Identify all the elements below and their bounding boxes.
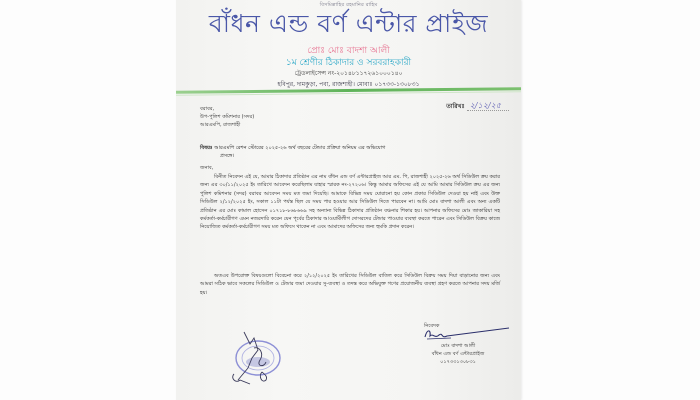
subject-line <box>200 144 500 160</box>
addressee-line: আরএমপি, রাজশাহী <box>200 122 241 128</box>
signatory-phone: ০১৭৩৩১৩০৮৩১ <box>440 359 476 365</box>
date-label: তারিখঃ <box>446 103 465 110</box>
official-seal-stamp <box>224 328 284 388</box>
signature-block <box>408 322 508 366</box>
body-paragraph: অতএব উপরোক্ত বিষয়গুলো বিবেচনা করে ২/১২/২০২৫ ইং তারিখের সিডিউল বাতিল করে সিডিউল বিক্রয় সময় দিয়া বাড়ানোর জন্য এবং আমরা সঠিক ভাবে সকলের সিডিউল ও টেন্ডার জমা দেওয়ার সু-ব্যবস্থা ও তদন্ত করে অভিযুক্ত গণের প্রয়োজনীয় ব্যবস্থা গ্রহণ করতে আপনার সদয় মর্জি হয়। <box>200 273 500 296</box>
letterhead-tagline: বিসমিল্লাহির রহমানির রাহিম <box>319 2 378 8</box>
addressee-line: বরাবর, <box>200 106 215 112</box>
date-row <box>446 100 509 113</box>
subject-text: আরএমপি রেশন স্টোরের ২০২৫-২৬ অর্থ বছরের টেন্ডার প্রক্রিয়া অনিয়ম এর অভিযোগ <box>214 145 386 151</box>
signatory-company: বাঁধন এন্ড বর্ণ এন্টারপ্রাইজ <box>431 351 485 357</box>
trade-license: ট্রেডলাইসেন্স নং-২০১৪৮১১৭২৬১০০০১৪০ <box>294 70 403 77</box>
salutation: জনাব, <box>200 165 214 171</box>
addressee-line: উপ-পুলিশ কমিশনার (সদর) <box>200 114 255 120</box>
body-paragraph: বিনীত নিবেদন এই যে, আমার ঠিকাদার প্রতিষ্ঠান এর নাম বাঁধন এন্ড বর্ণ এন্টারপ্রাইজ আর এম. পি, রাজশাহী ২০২৫-২৬ অর্থ সিডিউল ক্রয় করার জন্য এর ৩০/১১/২০২৫ ইং তারিখে আবেদন করেছিলাম যাহার স্মারক নং-২৭২০৬। কিন্তু আমার অফিসের এই যে আমি আমার সিডিউল ক্রয় এর জন্য পুলিশ কমিশনার (সদর) বরাবর আবেদন সময় মত জমা দিয়েছি। আমাকে বিভিন্ন সময় ঘোরানো হয় কোন প্রকার সিডিউল দেওয়া হয় নাই এবং উক্ত সিডিউল ২/১২/২০২৫ ইং, সকাল ১১টা পর্যন্ত ছিল যে সময় পার হওয়ার আর সিডিউল দিতে পারবেন না। আমি মোঃ বাদশা আলী এবং অন্য একটি প্রতিষ্ঠান এর মোঃ কামাল হোসেন ০১৭১৮-৮৬৮৬৬৯ সহ অন্যান্য বিভিন্ন ঠিকাদার প্রতিষ্ঠান বঞ্চনার শিকার হয়। আপনার অফিসের মোঃ জাকারিয়া সহ কর্মকর্তা-কর্মচারীগণ এমন নজরদারি করেন যেন পূর্বের ঠিকাদার আওয়ামীলীগ দোসরদের টেন্ডার পাওয়ার ব্যবস্থা করতে পারেন এবং সিডিউল বিক্রয় কাজে নিয়োজিত কর্মকর্তা-কর্মচারীগণ সময় মত অফিসে থাকেন না এবং আমাদের অফিসের জন্য হুমকি প্রদান করেন। <box>200 174 500 231</box>
signatory-role: নিবেদক <box>424 323 440 329</box>
letter-page <box>176 0 521 400</box>
date-value: ২/১২/২৫ <box>467 101 509 111</box>
company-address: হবিপুর, দামকুড়া, পবা, রাজশাহী। মোবাঃ ০১৭৩৩-১৩০৮৩১ <box>277 81 420 88</box>
addressee-block <box>200 105 254 129</box>
proprietor-name: প্রোঃ মোঃ বাদশা আলী <box>307 46 390 56</box>
signatory-name: মোঃ বাদশা আলী <box>440 343 476 349</box>
company-name: বাঁধন এন্ড বর্ণ এন্টার প্রাইজ <box>208 9 489 38</box>
subject-label: বিষয়ঃ <box>200 145 213 151</box>
contractor-classification: ১ম শ্রেণীর ঠিকাদার ও সরবরাহকারী <box>285 58 412 68</box>
subject-continuation: প্রসঙ্গে। <box>220 153 235 159</box>
